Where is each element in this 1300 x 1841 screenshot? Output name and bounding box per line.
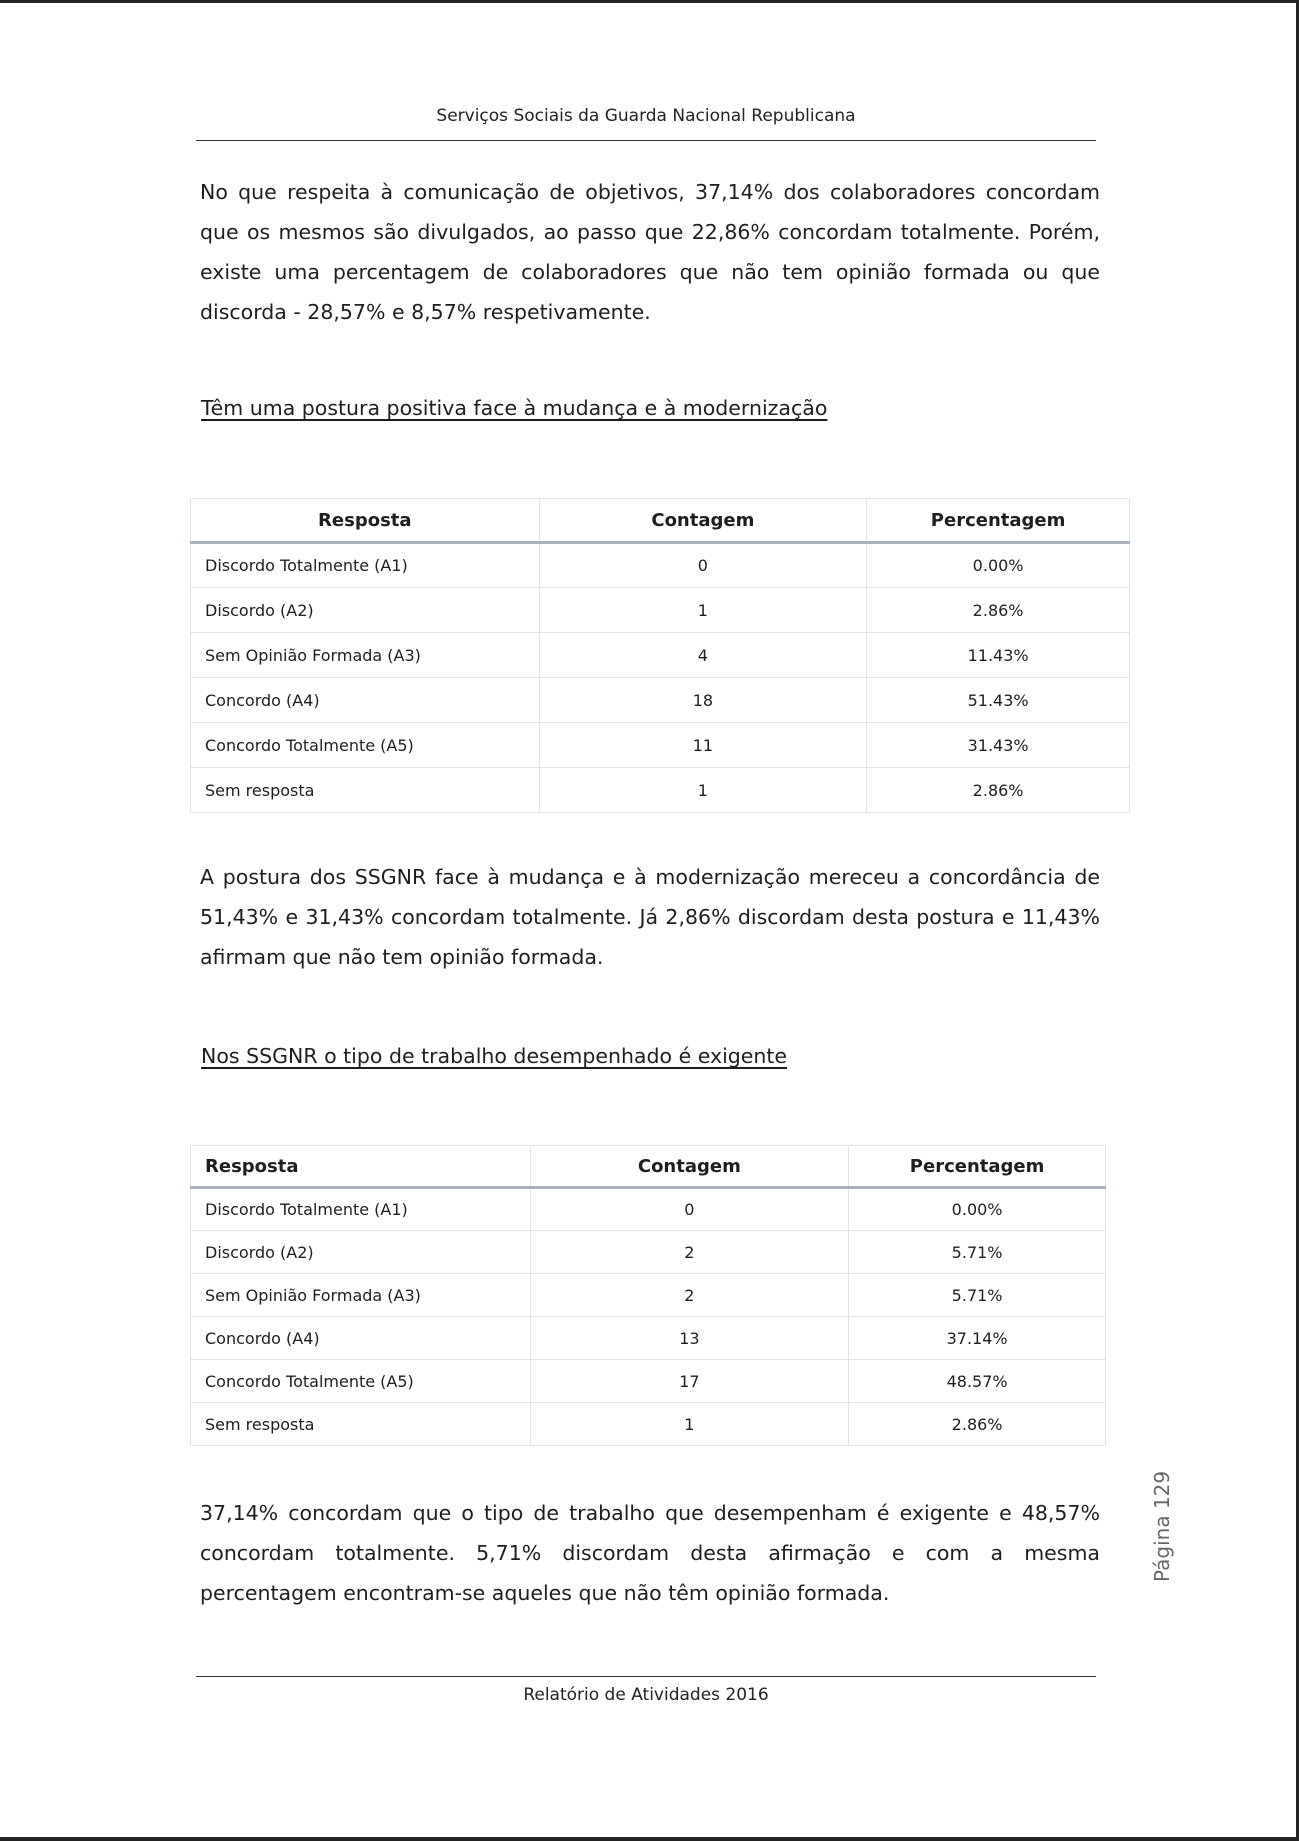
column-header-percentagem: Percentagem — [849, 1146, 1106, 1188]
cell-resposta: Concordo (A4) — [191, 1317, 531, 1360]
cell-resposta: Sem Opinião Formada (A3) — [191, 633, 540, 678]
table-row — [191, 633, 1130, 678]
table-row — [191, 678, 1130, 723]
footer-rule — [196, 1676, 1096, 1677]
cell-resposta: Concordo Totalmente (A5) — [191, 723, 540, 768]
cell-contagem: 1 — [530, 1403, 849, 1446]
cell-resposta: Discordo Totalmente (A1) — [191, 543, 540, 588]
cell-resposta: Sem resposta — [191, 1403, 531, 1446]
cell-resposta: Concordo Totalmente (A5) — [191, 1360, 531, 1403]
table-row — [191, 1231, 1106, 1274]
column-header-resposta: Resposta — [191, 499, 540, 543]
page-header: Serviços Sociais da Guarda Nacional Republicana — [436, 106, 856, 126]
cell-percentagem: 31.43% — [867, 723, 1130, 768]
cell-contagem: 2 — [530, 1231, 849, 1274]
table-row — [191, 588, 1130, 633]
cell-contagem: 11 — [539, 723, 867, 768]
column-header-percentagem: Percentagem — [867, 499, 1130, 543]
cell-resposta: Sem Opinião Formada (A3) — [191, 1274, 531, 1317]
table-row — [191, 1188, 1106, 1231]
column-header-resposta: Resposta — [191, 1146, 531, 1188]
page-footer: Relatório de Atividades 2016 — [523, 1685, 769, 1705]
table-demanding-work — [190, 1145, 1106, 1446]
cell-percentagem: 2.86% — [867, 768, 1130, 813]
cell-percentagem: 5.71% — [849, 1231, 1106, 1274]
cell-percentagem: 5.71% — [849, 1274, 1106, 1317]
cell-contagem: 18 — [539, 678, 867, 723]
cell-contagem: 0 — [539, 543, 867, 588]
cell-resposta: Sem resposta — [191, 768, 540, 813]
cell-contagem: 1 — [539, 588, 867, 633]
table-row — [191, 1274, 1106, 1317]
table-row — [191, 768, 1130, 813]
section-heading-change: Têm uma postura positiva face à mudança e à modernização — [201, 396, 828, 420]
cell-percentagem: 51.43% — [867, 678, 1130, 723]
table-row — [191, 543, 1130, 588]
cell-contagem: 13 — [530, 1317, 849, 1360]
cell-percentagem: 2.86% — [867, 588, 1130, 633]
paragraph-objectives: No que respeita à comunicação de objetivos, 37,14% dos colaboradores concordam que os mesmos são divulgados, ao passo que 22,86% concordam totalmente. Porém, existe uma percentagem de colaboradores que não tem opinião formada ou que discorda - 28,57% e 8,57% respetivamente. — [200, 180, 1100, 324]
cell-contagem: 4 — [539, 633, 867, 678]
paragraph-demanding-work: 37,14% concordam que o tipo de trabalho que desempenham é exigente e 48,57% concordam totalmente. 5,71% discordam desta afirmação e com a mesma percentagem encontram-se aqueles que não têm opinião formada. — [200, 1501, 1100, 1605]
cell-contagem: 2 — [530, 1274, 849, 1317]
cell-percentagem: 11.43% — [867, 633, 1130, 678]
cell-contagem: 1 — [539, 768, 867, 813]
page-number: Página 129 — [1150, 1470, 1174, 1582]
cell-contagem: 0 — [530, 1188, 849, 1231]
section-heading-work: Nos SSGNR o tipo de trabalho desempenhado é exigente — [201, 1044, 788, 1068]
cell-resposta: Concordo (A4) — [191, 678, 540, 723]
column-header-contagem: Contagem — [530, 1146, 849, 1188]
cell-resposta: Discordo (A2) — [191, 1231, 531, 1274]
cell-percentagem: 48.57% — [849, 1360, 1106, 1403]
cell-percentagem: 0.00% — [849, 1188, 1106, 1231]
header-rule — [196, 140, 1096, 141]
cell-percentagem: 37.14% — [849, 1317, 1106, 1360]
cell-resposta: Discordo (A2) — [191, 588, 540, 633]
paragraph-change-posture: A postura dos SSGNR face à mudança e à modernização mereceu a concordância de 51,43% e 31,43% concordam totalmente. Já 2,86% discordam desta postura e 11,43% afirmam que não tem opinião formada. — [200, 865, 1100, 969]
table-row — [191, 1360, 1106, 1403]
table-row — [191, 1317, 1106, 1360]
cell-contagem: 17 — [530, 1360, 849, 1403]
cell-percentagem: 0.00% — [867, 543, 1130, 588]
table-change-modernization — [190, 498, 1130, 813]
cell-resposta: Discordo Totalmente (A1) — [191, 1188, 531, 1231]
column-header-contagem: Contagem — [539, 499, 867, 543]
table-row — [191, 723, 1130, 768]
table-row — [191, 1403, 1106, 1446]
cell-percentagem: 2.86% — [849, 1403, 1106, 1446]
